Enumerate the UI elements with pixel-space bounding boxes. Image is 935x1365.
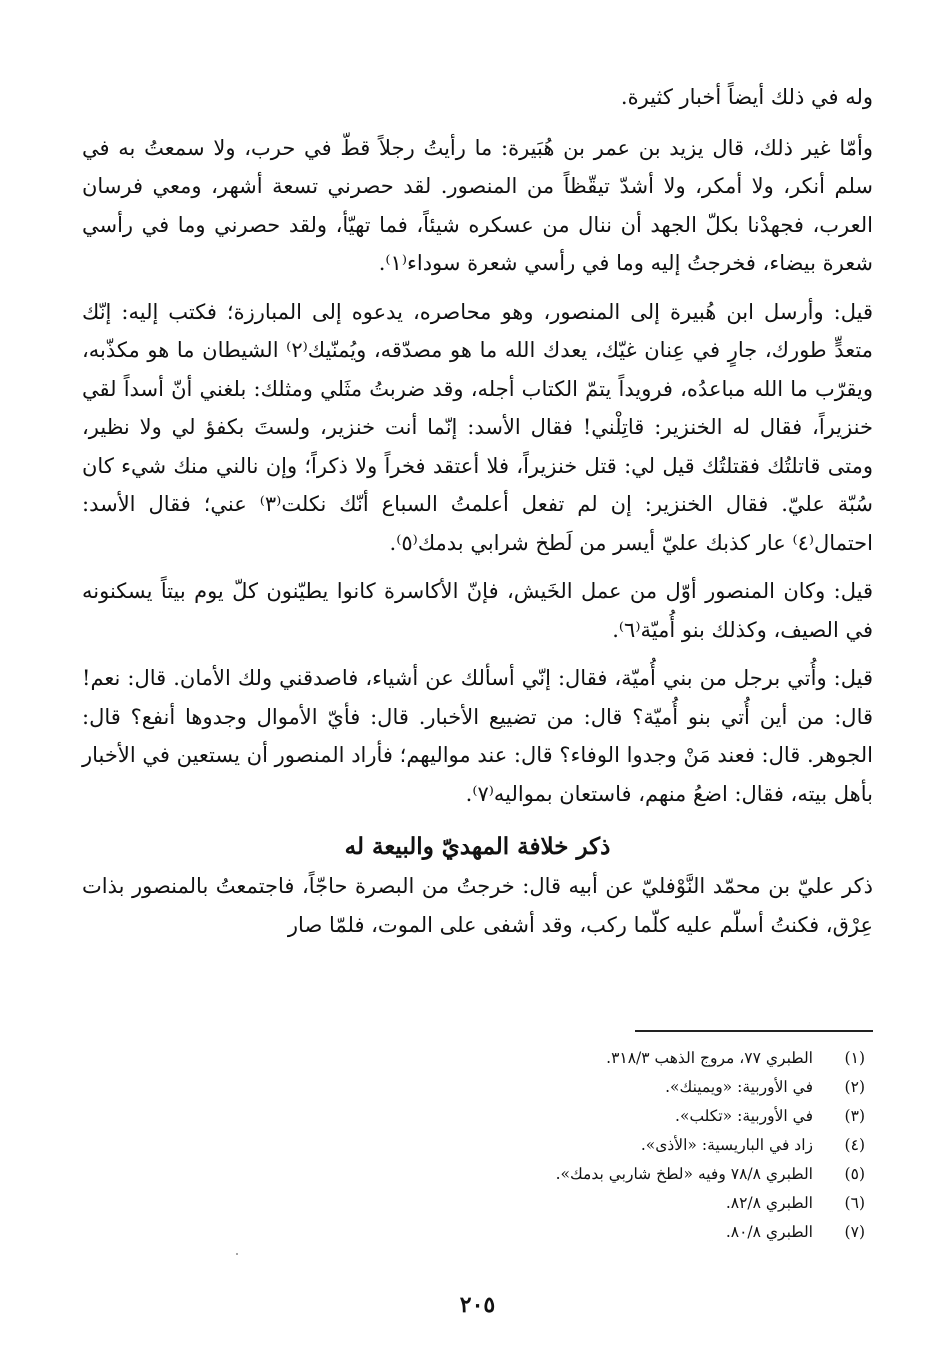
footnote-separator — [635, 1030, 873, 1032]
scan-speck — [236, 1253, 238, 1255]
footnote-text: الطبري ٧٨/٨ وفيه «لطخ شاربي بدمك». — [555, 1165, 813, 1183]
paragraph-lion-and-boar: قيل: وأرسل ابن هُبيرة إلى المنصور، وهو محاصره، يدعوه إلى المبارزة؛ فكتب إليه: إنّك متعدٍّ طورك، جارٍ في عِنان غيّك، يعدك الله ما هو مصدّقه، ويُمنّيك⁽٢⁾ الشيطان ما هو مكذّبه، ويقرّب ما الله مباعدُه، فرويداً يتمّ الكتاب أجله، وقد ضربتُ مثَلي ومثلك: بلغني أنّ أسداً لقي خنزيراً، فقال له الخنزير: قاتِلْني! فقال الأسد: إنّما أنت خنزير، ولستَ بكفؤ لي ولا نظير، ومتى قاتلتُك فقتلتُك قيل لي: قتل خنزيراً، فلا أعتقد فخراً ولا ذكراً؛ وإن نالني منك شيء كان سُبّة عليّ. فقال الخنزير: إن لم تفعل أعلمتُ السباع أنّك نكلت⁽٣⁾ عني؛ فقال الأسد: احتمال⁽٤⁾ عار كذبك عليّ أيسر من لَطخ شرابي بدمك⁽٥⁾. — [82, 299, 874, 555]
footnotes — [82, 1044, 873, 1247]
footnote-text: في الأوربية: «تكلب». — [675, 1107, 813, 1125]
footnote-number: (٧) — [844, 1223, 865, 1241]
footnote-number: (١) — [844, 1049, 865, 1067]
book-page — [82, 78, 873, 1365]
section-heading: ذكر خلافة المهديّ والبيعة له — [344, 833, 611, 860]
paragraph-ibn-hubayra-quote: وأمّا غير ذلك، قال يزيد بن عمر بن هُبَيرة: ما رأيتُ رجلاً قطّ في حرب، ولا سمعتُ به في سلم أنكر، ولا أمكر، ولا أشدّ تيقّظاً من المنصور. لقد حصرني تسعة أشهر، ومعي فرسان العرب، فجهدْنا بكلّ الجهد أن ننال من عسكره شيئاً، فما تهيّأ، ولقد حصرني وما في رأسي شعرة بيضاء، فخرجتُ إليه وما في رأسي شعرة سوداء⁽١⁾. — [82, 135, 873, 275]
footnote — [82, 1160, 873, 1189]
paragraph-khaysh: قيل: وكان المنصور أوّل من عمل الخَيش، فإنّ الأكاسرة كانوا يطيّنون كلّ يوم بيتاً يسكنونه في الصيف، وكذلك بنو أُميّة⁽٦⁾. — [82, 579, 873, 642]
footnote-text: الطبري ٨٢/٨. — [725, 1194, 813, 1212]
footnote-number: (٤) — [844, 1136, 865, 1154]
footnote-text: الطبري ٨٠/٨. — [725, 1223, 813, 1241]
footnote — [82, 1073, 873, 1102]
footnote — [82, 1131, 873, 1160]
page-number: ٢٠٥ — [459, 1292, 496, 1318]
footnote-text: الطبري ٧٧، مروج الذهب ٣١٨/٣. — [606, 1049, 813, 1067]
footnote-text: زاد في الباريسية: «الأذى». — [640, 1136, 813, 1154]
footnote — [82, 1218, 873, 1247]
footnote-number: (٣) — [844, 1107, 865, 1125]
footnote — [82, 1044, 873, 1073]
paragraph-intro: وله في ذلك أيضاً أخبار كثيرة. — [620, 85, 873, 109]
footnote — [82, 1189, 873, 1218]
footnote-number: (٦) — [844, 1194, 865, 1212]
footnote-text: في الأوربية: «ويمينك». — [665, 1078, 813, 1096]
paragraph-umayyad-man: قيل: وأُتي برجل من بني أُميّة، فقال: إنّي أسألك عن أشياء، فاصدقني ولك الأمان. قال: نعم! قال: من أين أُتي بنو أُميّة؟ قال: من تضييع الأخبار. قال: فأيّ الأموال وجدوها أنفع؟ قال: الجوهر. قال: فعند مَنْ وجدوا الوفاء؟ قال: عند مواليهم؛ فأراد المنصور أن يستعين في الأخبار بأهل بيته، فقال: اضعُ منهم، فاستعان بمواليه⁽٧⁾. — [82, 666, 873, 806]
footnote-number: (٢) — [844, 1078, 865, 1096]
paragraph-section-start: ذكر عليّ بن محمّد النَّوْفليّ عن أبيه قال: خرجتُ من البصرة حاجّاً، فاجتمعتُ بالمنصور بذات عِرْق، فكنتُ أسلّم عليه كلّما ركب، وقد أشفى على الموت، فلمّا صار — [82, 874, 873, 937]
footnote-number: (٥) — [844, 1165, 865, 1183]
footnote — [82, 1102, 873, 1131]
